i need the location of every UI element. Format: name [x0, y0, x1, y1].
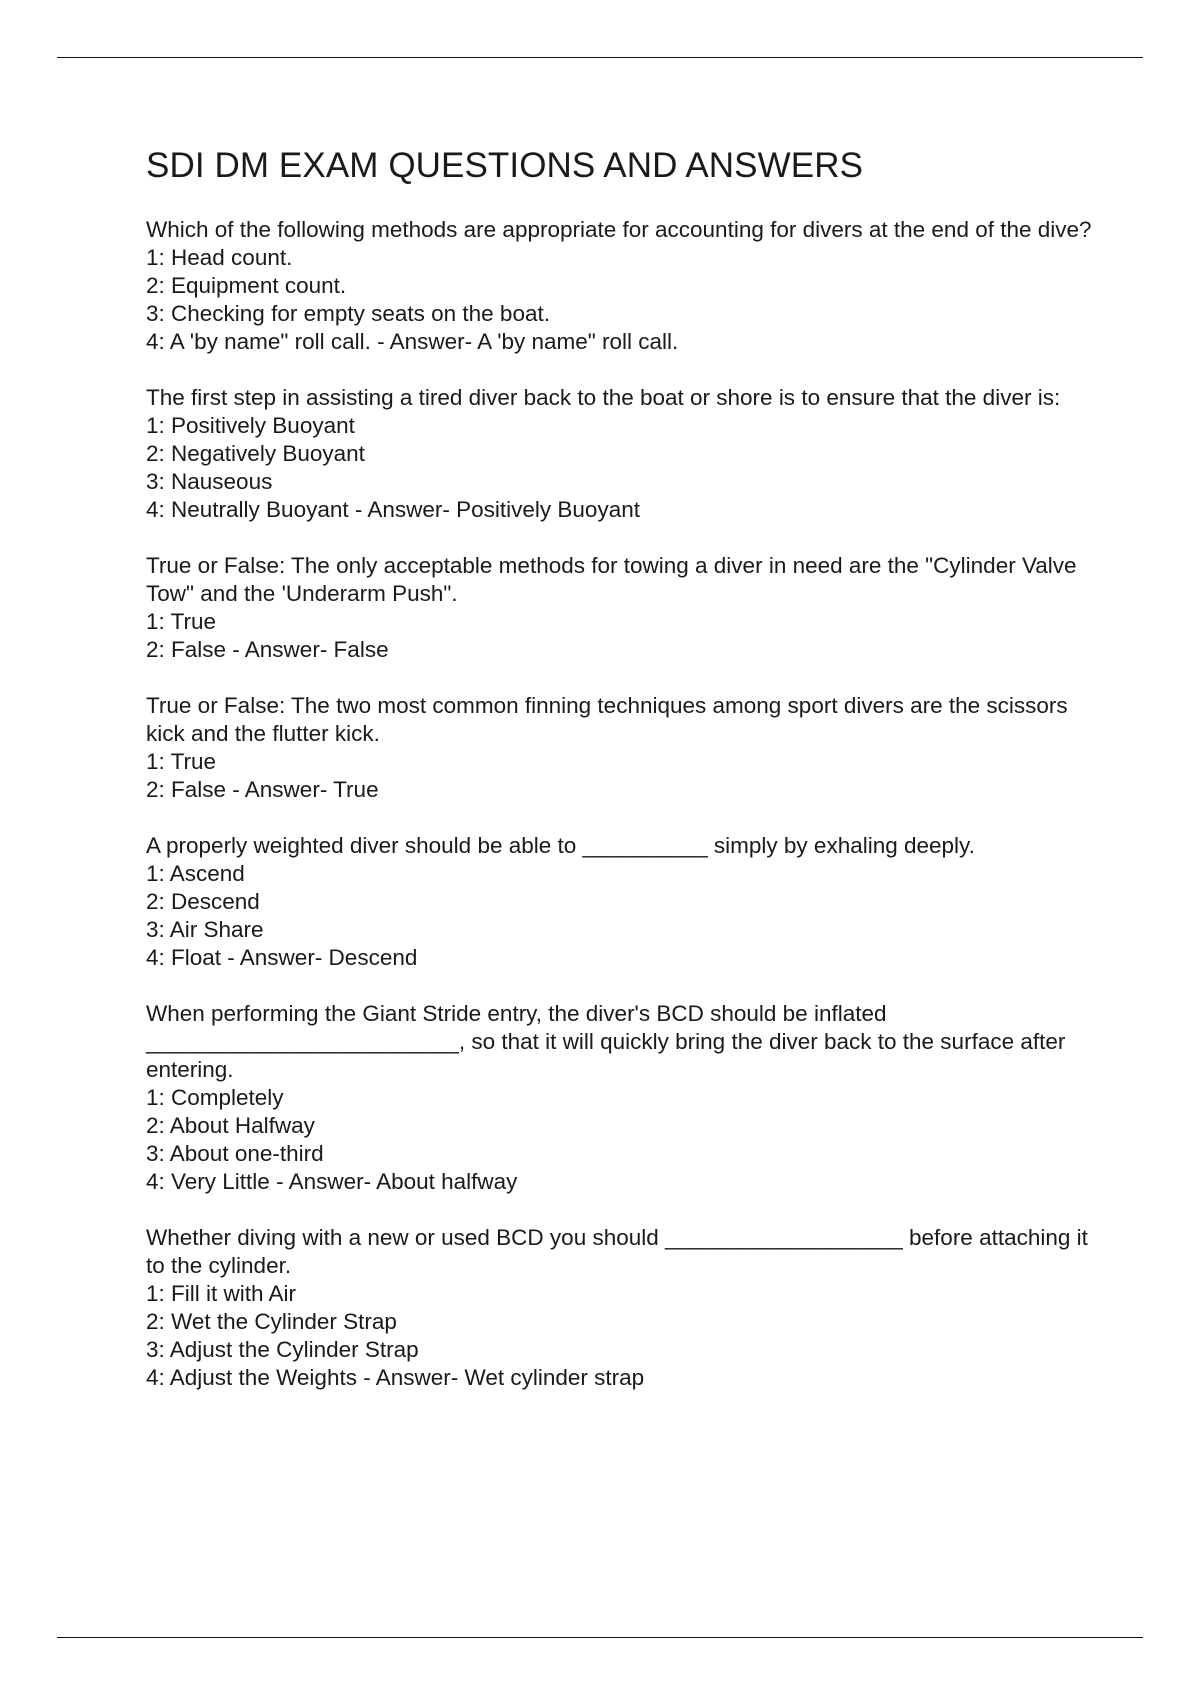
answer-option: 2: Wet the Cylinder Strap — [146, 1309, 397, 1334]
answer-option: 4: Very Little - Answer- About halfway — [146, 1169, 518, 1194]
answer-option: 1: True — [146, 749, 217, 774]
question-text: The first step in assisting a tired diver back to the boat or shore is to ensure that the diver is: — [146, 385, 1061, 410]
answer-option: 3: Adjust the Cylinder Strap — [146, 1337, 419, 1362]
answer-option: 3: Checking for empty seats on the boat. — [146, 301, 550, 326]
top-rule — [57, 57, 1143, 58]
answer-option: 3: About one-third — [146, 1141, 324, 1166]
answer-option: 4: Float - Answer- Descend — [146, 945, 418, 970]
answer-option: 1: Positively Buoyant — [146, 413, 355, 438]
answer-option: 2: False - Answer- False — [146, 637, 389, 662]
question-text: Whether diving with a new or used BCD you should ___________________ before attaching it to the cylinder. — [146, 1225, 1088, 1278]
question-text: When performing the Giant Stride entry, the diver's BCD should be inflated _________________________, so that it will quickly bring the diver back to the surface after entering. — [146, 1001, 1066, 1082]
bottom-rule — [57, 1637, 1143, 1638]
question-block-4 — [146, 692, 1106, 804]
question-block-1 — [146, 216, 1106, 356]
answer-option: 2: False - Answer- True — [146, 777, 379, 802]
answer-option: 1: Head count. — [146, 245, 293, 270]
question-text: A properly weighted diver should be able to __________ simply by exhaling deeply. — [146, 833, 975, 858]
question-block-7 — [146, 1224, 1106, 1392]
document-title: SDI DM EXAM QUESTIONS AND ANSWERS — [146, 146, 864, 185]
question-block-3 — [146, 552, 1106, 664]
question-text: Which of the following methods are appropriate for accounting for divers at the end of the dive? — [146, 217, 1092, 242]
answer-option: 4: Adjust the Weights - Answer- Wet cylinder strap — [146, 1365, 645, 1390]
answer-option: 2: Equipment count. — [146, 273, 347, 298]
answer-option: 1: True — [146, 609, 217, 634]
answer-option: 1: Ascend — [146, 861, 245, 886]
question-block-2 — [146, 384, 1106, 524]
answer-option: 3: Air Share — [146, 917, 264, 942]
question-block-5 — [146, 832, 1106, 972]
answer-option: 4: Neutrally Buoyant - Answer- Positively Buoyant — [146, 497, 640, 522]
document-body — [146, 144, 1106, 1420]
answer-option: 2: About Halfway — [146, 1113, 315, 1138]
answer-option: 1: Completely — [146, 1085, 284, 1110]
answer-option: 2: Negatively Buoyant — [146, 441, 365, 466]
answer-option: 3: Nauseous — [146, 469, 273, 494]
answer-option: 4: A 'by name" roll call. - Answer- A 'by name" roll call. — [146, 329, 679, 354]
answer-option: 2: Descend — [146, 889, 260, 914]
question-block-6 — [146, 1000, 1106, 1196]
question-text: True or False: The only acceptable methods for towing a diver in need are the "Cylinder Valve Tow" and the 'Underarm Push". — [146, 553, 1077, 606]
answer-option: 1: Fill it with Air — [146, 1281, 297, 1306]
question-text: True or False: The two most common finning techniques among sport divers are the scissors kick and the flutter kick. — [146, 693, 1068, 746]
